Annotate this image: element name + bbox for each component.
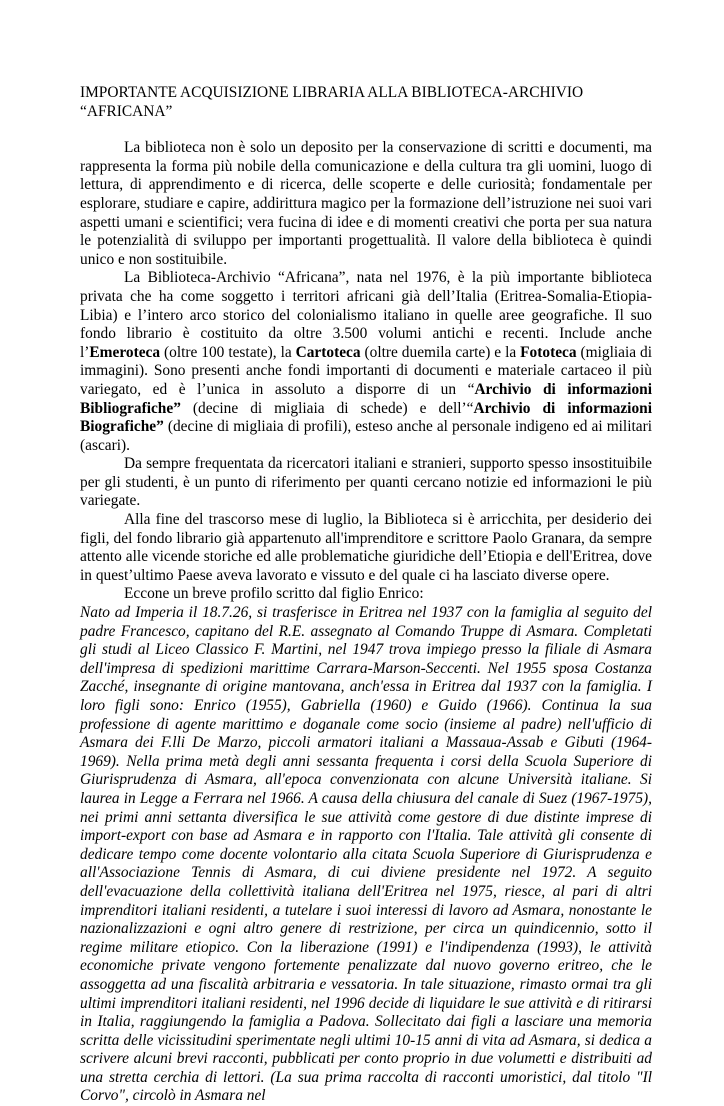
biographic-archive-term: Archivio di informazioni Biografiche” (80, 399, 652, 436)
fototeca-term: Fototeca (520, 343, 577, 361)
acquisition-paragraph: Alla fine del trascorso mese di luglio, la Biblioteca si è arricchita, per desiderio dei figli, del fondo librario già appartenuto all'imprenditore e scrittore Paolo Granara, da sempre attento alle vicende storiche ed alle problematiche giuridiche dell’Etiopia e dell'Eritrea, dove in quest’ultimo Paese aveva lavorato e vissuto e del quale ci ha lasciato diverse opere. (80, 511, 652, 584)
text-run: La Biblioteca-Archivio “Africana”, nata nel 1976, è la più importante biblioteca privata che ha come soggetto i territori africani già dell’Italia (Eritrea-Somalia-Etiopia-Libia) e l’intero arco storico del colonialismo italiano in quelle aree geografiche. Il suo fondo librario è costituito da oltre 3.500 volumi antichi e recenti. Include anche l’ (80, 269, 652, 361)
text-run: (oltre duemila carte) e la (360, 343, 521, 361)
document-page (80, 84, 652, 1106)
library-description-paragraph (80, 269, 652, 455)
biography-paragraph: Nato ad Imperia il 18.7.26, si trasferisce in Eritrea nel 1937 con la famiglia al seguito del padre Francesco, capitano del R.E. assegnato al Comando Truppe di Asmara. Completati gli studi al Liceo Classico F. Martini, nel 1947 trova impiego presso la filiale di Asmara dell'impresa di spedizioni marittime Carrara-Marson-Seccenti. Nel 1955 sposa Costanza Zacché, insegnante di origine mantovana, anch'essa in Eritrea dal 1937 con la famiglia. I loro figli sono: Enrico (1955), Gabriella (1960) e Guido (1966). Continua la sua professione di agente marittimo e doganale come socio (insieme al padre) nell'ufficio di Asmara dei F.lli De Marzo, piccoli armatori italiani a Massaua-Assab e Gibuti (1964-1969). Nella prima metà degli anni sessanta frequenta i corsi della Scuola Superiore di Giurisprudenza di Asmara, all'epoca convenzionata con alcune Università italiane. Si laurea in Legge a Ferrara nel 1966. A causa della chiusura del canale di Suez (1967-1975), nei primi anni settanta diversifica le sue attività come gestore di due distinte imprese di import-export con base ad Asmara e in rapporto con l'Italia. Tale attività gli consente di dedicare tempo come docente volontario alla citata Scuola Superiore di Giurisprudenza e all'Associazione Tennis di Asmara, di cui diviene presidente nel 1972. A seguito dell'evacuazione della collettività italiana dell'Eritrea nel 1975, riesce, al pari di altri imprenditori italiani residenti, a tutelare i suoi interessi di lavoro ad Asmara, nonostante le nazionalizzazioni e ogni altro genere di restrizione, per circa un quindicennio, sotto il regime militare etiopico. Con la liberazione (1991) e l'indipendenza (1993), le attività economiche private vengono fortemente penalizzate dal nuovo governo eritreo, che le assoggetta ad una fiscalità arbitraria e vessatoria. In tale situazione, rimasto ormai tra gli ultimi imprenditori italiani residenti, nel 1996 decide di liquidare le sue attività e di ritirarsi in Italia, raggiungendo la famiglia a Padova. Sollecitato dai figli a lasciare una memoria scritta delle vicissitudini sperimentate negli ultimi 10-15 anni di vita ad Asmara, si dedica a scrivere alcuni brevi racconti, pubblicati per conto proprio in due volumetti e distribuiti ad una stretta cerchia di lettori. (La sua prima raccolta di racconti umoristici, dal titolo "Il Corvo", circolò in Asmara nel (80, 604, 652, 1105)
page-title (80, 84, 652, 121)
title-line-1: IMPORTANTE ACQUISIZIONE LIBRARIA ALLA BIBLIOTECA-ARCHIVIO (80, 84, 584, 101)
text-run: (decine di migliaia di profili), esteso anche al personale indigeno ed ai militari (ascari). (80, 418, 652, 454)
text-run: (oltre 100 testate), la (160, 343, 296, 361)
bibliographic-archive-term: Archivio di informazioni Bibliografiche” (80, 380, 652, 417)
cartoteca-term: Cartoteca (295, 343, 361, 361)
profile-intro-paragraph: Eccone un breve profilo scritto dal figlio Enrico: (124, 585, 424, 603)
title-line-2: “AFRICANA” (80, 102, 173, 120)
text-run: (migliaia di immagini). Sono presenti anche fondi importanti di documenti e materiale cartaceo il più variegato, ed è l’unica in assoluto a disporre di un “ (80, 343, 652, 398)
researchers-paragraph: Da sempre frequentata da ricercatori italiani e stranieri, supporto spesso insostituibile per gli studenti, è un punto di riferimento per quanti cercano notizie ed informazioni le più variegate. (80, 455, 652, 510)
intro-paragraph: La biblioteca non è solo un deposito per la conservazione di scritti e documenti, ma rappresenta la forma più nobile della comunicazione e della cultura tra gli uomini, luogo di lettura, di apprendimento e di ricerca, delle scoperte e delle curiosità; fondamentale per esplorare, studiare e capire, addirittura magico per la formazione dell’istruzione nei suoi vari aspetti umani e scientifici; vera fucina di idee e di momenti creativi che porta per sua natura le potenzialità di sviluppo per importanti progettualità. Il valore della biblioteca è quindi unico e non sostituibile. (80, 139, 652, 268)
emeroteca-term: Emeroteca (89, 343, 161, 361)
text-run: (decine di migliaia di schede) e dell’“ (180, 399, 474, 417)
